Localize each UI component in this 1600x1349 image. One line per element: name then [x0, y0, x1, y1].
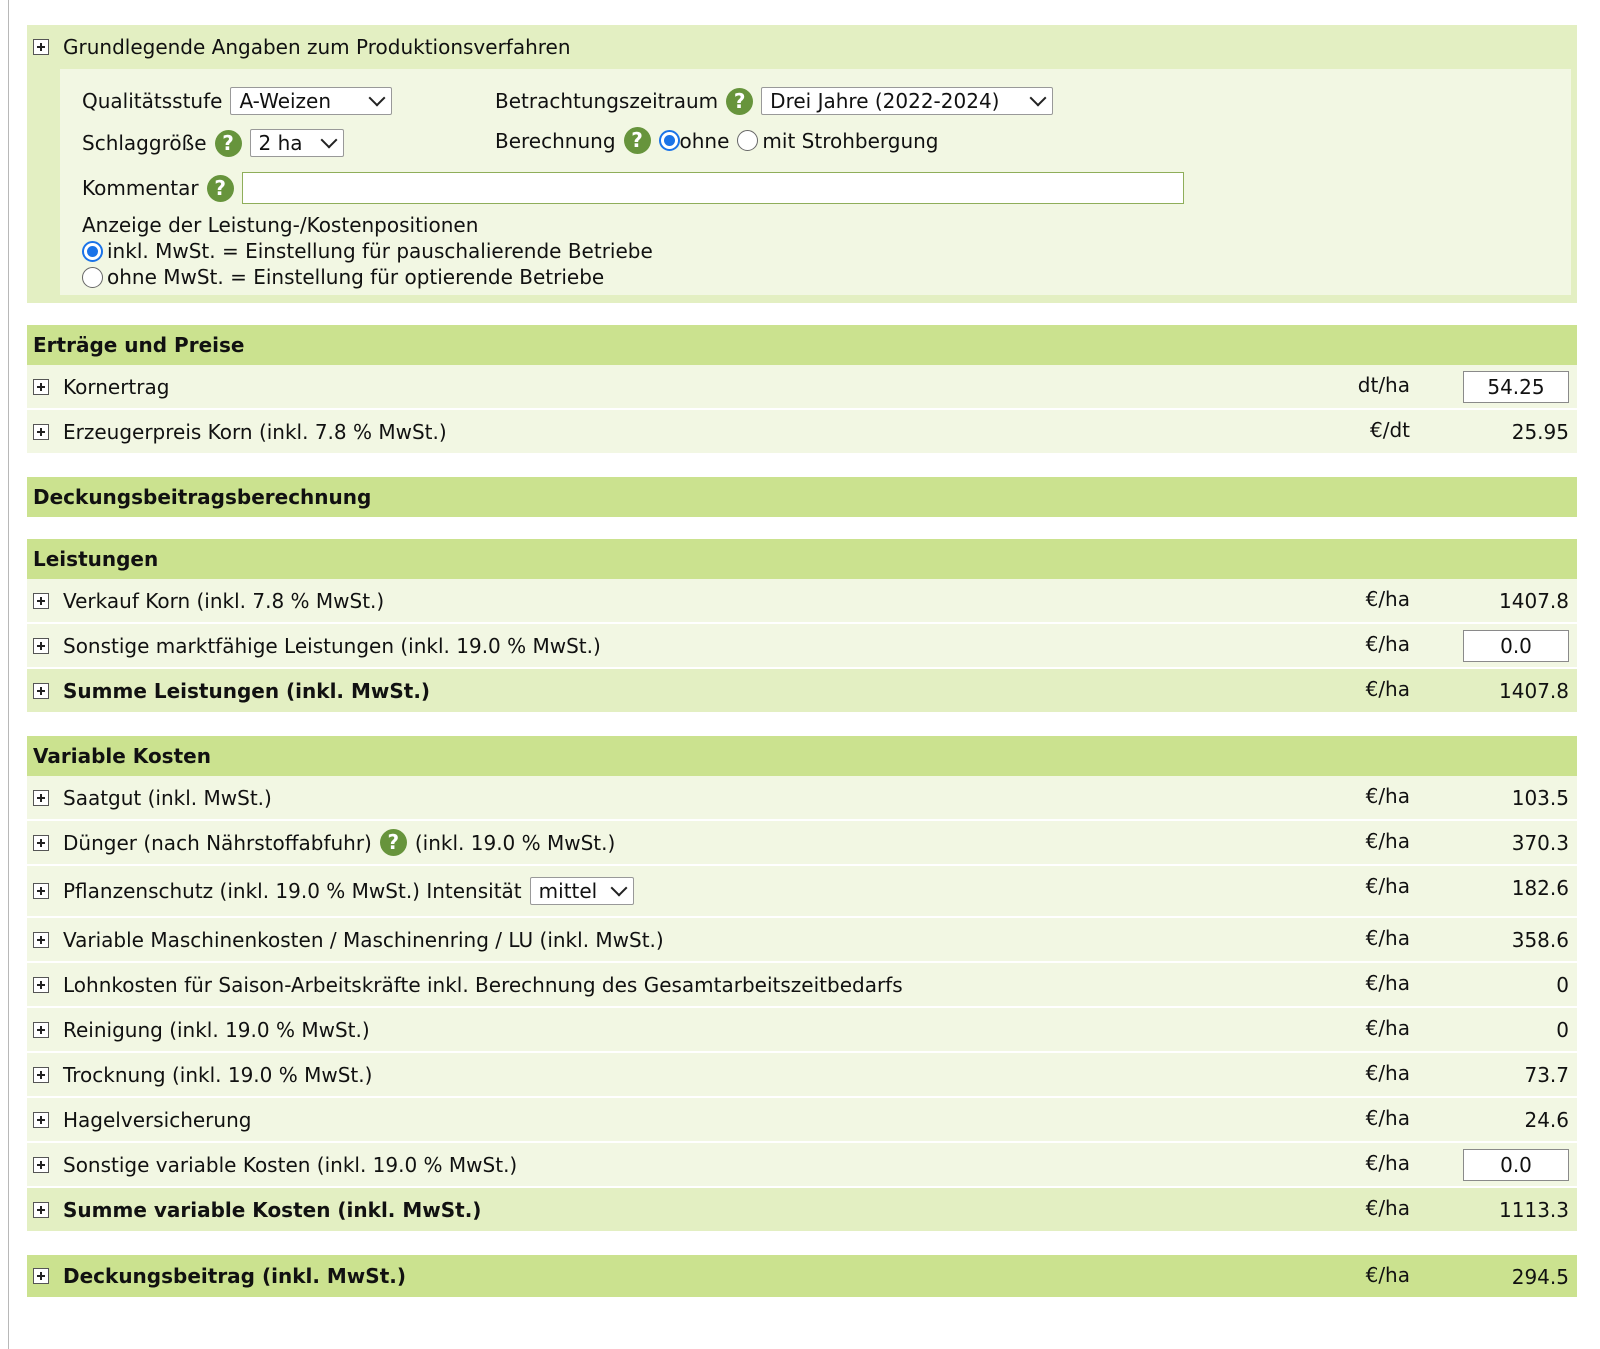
row-label: Kornertrag — [63, 374, 170, 399]
plot-size-label: Schlaggröße — [82, 131, 207, 155]
row-value: 0 — [1556, 973, 1569, 997]
chevron-down-icon — [610, 880, 627, 897]
row-unit: €/ha — [1365, 829, 1410, 853]
quality-row — [82, 87, 392, 115]
settings-panel — [27, 25, 1577, 303]
plot-size-select[interactable] — [250, 129, 344, 157]
row-label: Summe Leistungen (inkl. MwSt.) — [63, 678, 431, 703]
row-value: 1407.8 — [1499, 679, 1569, 703]
kosten-row-saatgut — [27, 776, 1577, 821]
yields-header: Erträge und Preise — [27, 325, 1577, 365]
display-option-1-row — [82, 239, 653, 263]
kosten-row-maschinen — [27, 918, 1577, 963]
pflanzenschutz-label: Pflanzenschutz (inkl. 19.0 % MwSt.) Intensität — [63, 879, 522, 903]
row-unit: dt/ha — [1357, 373, 1410, 397]
row-value: 370.3 — [1511, 831, 1569, 855]
row-label: Deckungsbeitrag (inkl. MwSt.) — [63, 1264, 406, 1288]
expand-icon[interactable] — [33, 379, 49, 395]
expand-icon[interactable] — [33, 883, 49, 899]
row-value: 1113.3 — [1499, 1198, 1569, 1222]
expand-icon[interactable] — [33, 932, 49, 948]
settings-body — [60, 69, 1571, 295]
row-label: Reinigung (inkl. 19.0 % MwSt.) — [63, 1017, 370, 1042]
row-label: Hagelversicherung — [63, 1107, 252, 1132]
row-label: Sonstige variable Kosten (inkl. 19.0 % MwSt.) — [63, 1152, 518, 1177]
expand-icon[interactable] — [33, 683, 49, 699]
row-value: 294.5 — [1511, 1265, 1569, 1289]
help-icon[interactable]: ? — [215, 130, 242, 157]
kosten-row-reinigung — [27, 1008, 1577, 1053]
row-value: 358.6 — [1511, 928, 1569, 952]
deckungsbeitrag-row — [27, 1255, 1577, 1299]
expand-icon[interactable] — [33, 39, 49, 55]
comment-row — [82, 172, 1184, 204]
kosten-row-pflanzenschutz — [27, 866, 1577, 918]
comment-label: Kommentar — [82, 176, 199, 200]
comment-input[interactable] — [242, 172, 1184, 204]
kosten-header: Variable Kosten — [27, 736, 1577, 776]
quality-select-value: A-Weizen — [239, 89, 332, 113]
row-value: 1407.8 — [1499, 589, 1569, 613]
period-select-value: Drei Jahre (2022-2024) — [770, 89, 1000, 113]
period-label: Betrachtungszeitraum — [495, 89, 719, 113]
row-unit: €/ha — [1365, 1263, 1410, 1287]
row-value: 103.5 — [1511, 786, 1569, 810]
expand-icon[interactable] — [33, 977, 49, 993]
chevron-down-icon — [1030, 90, 1047, 107]
display-option-1-label[interactable]: inkl. MwSt. = Einstellung für pauschalierende Betriebe — [107, 239, 653, 263]
help-icon[interactable]: ? — [380, 829, 407, 856]
yield-row-kornertrag — [27, 365, 1577, 410]
row-label: Sonstige marktfähige Leistungen (inkl. 19.0 % MwSt.) — [63, 633, 601, 658]
expand-icon[interactable] — [33, 593, 49, 609]
kosten-row-trocknung — [27, 1053, 1577, 1098]
row-label: Variable Maschinenkosten / Maschinenring / LU (inkl. MwSt.) — [63, 927, 664, 952]
intensity-select[interactable] — [530, 877, 634, 905]
spacer — [27, 714, 1577, 736]
help-icon[interactable]: ? — [624, 127, 651, 154]
plot-size-select-value: 2 ha — [258, 131, 303, 155]
leistung-row-sonstige — [27, 624, 1577, 669]
expand-icon[interactable] — [33, 1022, 49, 1038]
expand-icon[interactable] — [33, 790, 49, 806]
row-unit: €/ha — [1365, 926, 1410, 950]
display-radio-inkl[interactable] — [82, 241, 103, 262]
kornertrag-input[interactable]: 54.25 — [1463, 371, 1569, 403]
row-unit: €/ha — [1365, 1151, 1410, 1175]
settings-panel-header[interactable] — [33, 25, 1571, 69]
calc-row — [495, 127, 939, 154]
row-unit: €/ha — [1365, 1016, 1410, 1040]
chevron-down-icon — [320, 132, 337, 149]
plot-size-row — [82, 129, 344, 157]
settings-title: Grundlegende Angaben zum Produktionsverfahren — [63, 35, 571, 59]
intensity-select-value: mittel — [538, 879, 598, 903]
kosten-sum-row — [27, 1188, 1577, 1233]
expand-icon[interactable] — [33, 424, 49, 440]
kosten-row-sonstige — [27, 1143, 1577, 1188]
quality-select[interactable] — [230, 87, 392, 115]
help-icon[interactable]: ? — [726, 88, 753, 115]
calc-radio-mit-strohbergung[interactable] — [737, 130, 758, 151]
expand-icon[interactable] — [33, 835, 49, 851]
row-unit: €/ha — [1365, 677, 1410, 701]
row-value: 24.6 — [1524, 1108, 1569, 1132]
sonstige-kosten-input[interactable]: 0.0 — [1463, 1149, 1569, 1181]
period-select[interactable] — [761, 87, 1053, 115]
expand-icon[interactable] — [33, 1268, 49, 1284]
expand-icon[interactable] — [33, 638, 49, 654]
row-label: Trocknung (inkl. 19.0 % MwSt.) — [63, 1062, 373, 1087]
page-left-border — [8, 0, 9, 1349]
row-label — [63, 829, 615, 856]
duenger-label-suffix: (inkl. 19.0 % MwSt.) — [414, 830, 616, 855]
duenger-label: Dünger (nach Nährstoffabfuhr) — [63, 830, 372, 855]
db-header: Deckungsbeitragsberechnung — [27, 477, 1577, 517]
row-unit: €/ha — [1365, 971, 1410, 995]
row-unit: €/ha — [1365, 1061, 1410, 1085]
expand-icon[interactable] — [33, 1067, 49, 1083]
calc-option-ohne-label[interactable]: ohne — [679, 128, 730, 153]
row-value: 0 — [1556, 1018, 1569, 1042]
quality-label: Qualitätsstufe — [82, 89, 223, 113]
row-unit: €/dt — [1370, 418, 1410, 442]
row-value: 25.95 — [1511, 420, 1569, 444]
row-unit: €/ha — [1365, 632, 1410, 656]
row-unit: €/ha — [1365, 784, 1410, 808]
row-label: Saatgut (inkl. MwSt.) — [63, 785, 272, 810]
spacer — [27, 455, 1577, 477]
kosten-row-lohnkosten — [27, 963, 1577, 1008]
display-label: Anzeige der Leistung-/Kostenpositionen — [82, 213, 479, 237]
row-value: 182.6 — [1511, 876, 1569, 900]
row-label: Erzeugerpreis Korn (inkl. 7.8 % MwSt.) — [63, 419, 447, 444]
calc-label: Berechnung — [495, 128, 616, 153]
kosten-row-duenger — [27, 821, 1577, 866]
row-label — [63, 877, 634, 905]
sonstige-leistungen-input[interactable]: 0.0 — [1463, 630, 1569, 662]
spacer — [27, 303, 1577, 325]
leistungen-header: Leistungen — [27, 539, 1577, 579]
expand-icon[interactable] — [33, 1112, 49, 1128]
expand-icon[interactable] — [33, 1202, 49, 1218]
spacer — [27, 1233, 1577, 1255]
row-unit: €/ha — [1365, 1196, 1410, 1220]
row-unit: €/ha — [1365, 587, 1410, 611]
row-label: Summe variable Kosten (inkl. MwSt.) — [63, 1197, 482, 1222]
chevron-down-icon — [369, 90, 386, 107]
display-option-2-label[interactable]: ohne MwSt. = Einstellung für optierende Betriebe — [107, 265, 605, 289]
leistungen-sum-row — [27, 669, 1577, 714]
leistung-row-verkauf-korn — [27, 579, 1577, 624]
calculator-form — [27, 25, 1577, 1299]
row-unit: €/ha — [1365, 874, 1410, 898]
display-label-row — [82, 213, 478, 237]
row-unit: €/ha — [1365, 1106, 1410, 1130]
yield-row-erzeugerpreis — [27, 410, 1577, 455]
calc-radio-ohne[interactable] — [659, 130, 680, 151]
period-row — [495, 87, 1053, 115]
row-label: Verkauf Korn (inkl. 7.8 % MwSt.) — [63, 588, 385, 613]
spacer — [27, 517, 1577, 539]
row-value: 73.7 — [1524, 1063, 1569, 1087]
display-radio-ohne[interactable] — [82, 267, 103, 288]
kosten-row-hagel — [27, 1098, 1577, 1143]
help-icon[interactable]: ? — [207, 175, 234, 202]
expand-icon[interactable] — [33, 1157, 49, 1173]
row-label: Lohnkosten für Saison-Arbeitskräfte inkl. Berechnung des Gesamtarbeitszeitbedarfs — [63, 972, 903, 997]
calc-option-mit-label[interactable]: mit Strohbergung — [762, 128, 939, 153]
display-option-2-row — [82, 265, 604, 289]
